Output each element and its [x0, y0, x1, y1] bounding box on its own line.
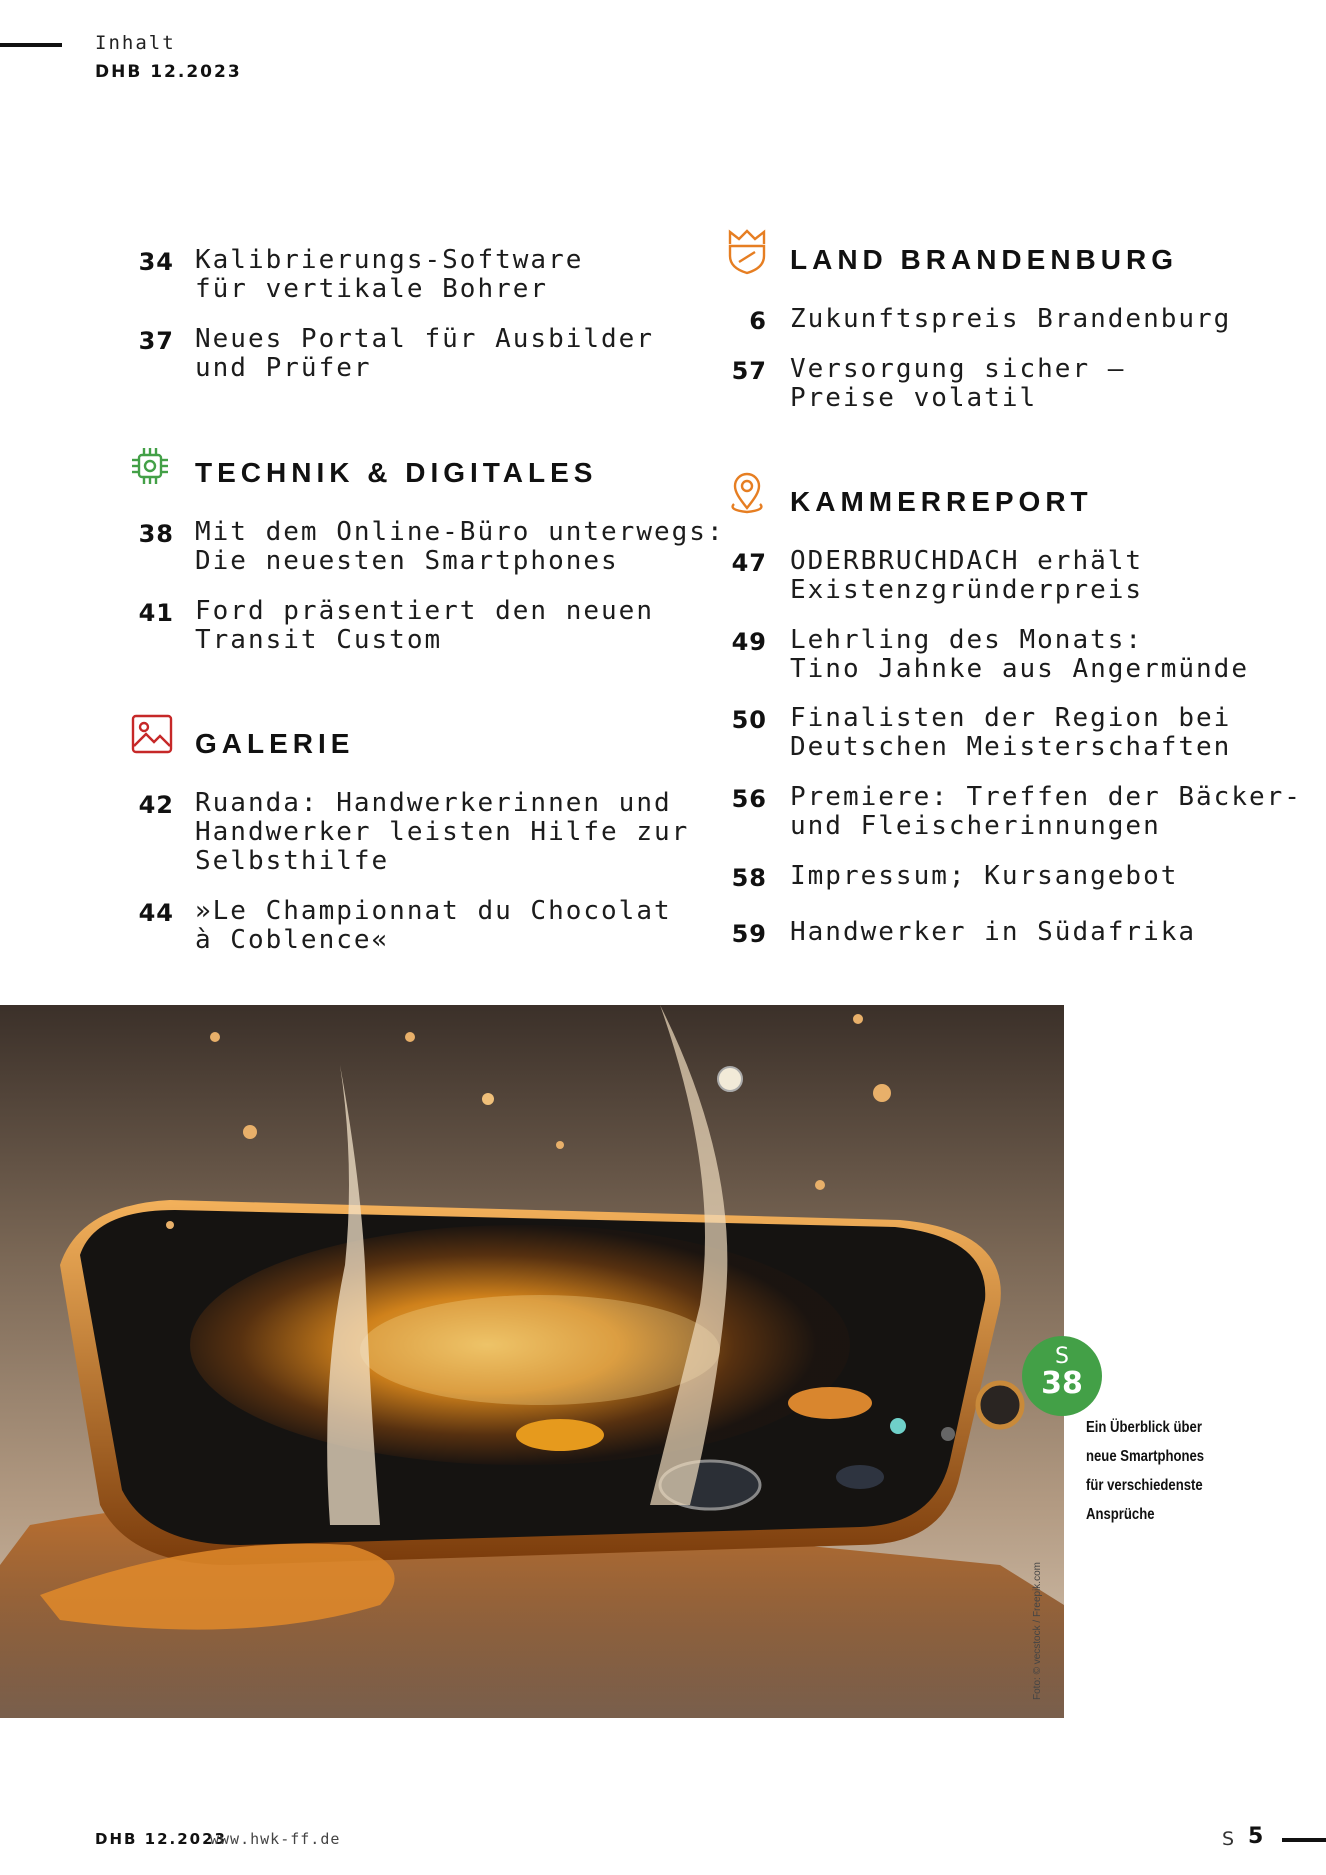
location-pin-icon [724, 470, 770, 516]
entry-title: Mit dem Online-Büro unterwegs: Die neuesten Smartphones [195, 517, 725, 576]
page-number: 56 [731, 785, 767, 813]
entry-title: Ford präsentiert den neuen Transit Custom [195, 596, 654, 655]
page-number: 42 [138, 791, 174, 819]
section-title-brandenburg: LAND BRANDENBURG [790, 244, 1178, 275]
page-number: 41 [138, 599, 174, 627]
page-number: 49 [731, 628, 767, 656]
photo-credit: Foto: © vecstock / Freepik.com [1032, 1562, 1043, 1700]
page-number: 47 [731, 549, 767, 577]
header-rule [0, 43, 62, 47]
crown-shield-icon [725, 228, 769, 276]
image-icon [130, 712, 174, 756]
page-number: 58 [731, 864, 767, 892]
page-number: 6 [749, 307, 767, 335]
chip-icon [128, 444, 172, 488]
page-number: 38 [138, 520, 174, 548]
section-title-technik: TECHNIK & DIGITALES [195, 457, 598, 488]
page-number: 44 [138, 899, 174, 927]
entry-title: Kalibrierungs-Software für vertikale Bohrer [195, 245, 584, 304]
issue-label: DHB 12.2023 [95, 62, 242, 82]
entry-title: Zukunftspreis Brandenburg [790, 304, 1232, 334]
footer-page-number: 5 [1248, 1824, 1264, 1849]
entry-title: Versorgung sicher – Preise volatil [790, 354, 1126, 413]
photo-caption: Ein Überblick über neue Smartphones für verschiedenste Ansprüche [1086, 1419, 1205, 1523]
entry-title: Finalisten der Region bei Deutschen Meisterschaften [790, 703, 1232, 762]
footer-url[interactable]: www.hwk-ff.de [210, 1830, 341, 1848]
entry-title: Impressum; Kursangebot [790, 861, 1179, 891]
badge-page-number: 38 [1041, 1366, 1083, 1401]
feature-photo [0, 1005, 1064, 1718]
page-number: 57 [731, 357, 767, 385]
page-number: 50 [731, 706, 767, 734]
entry-title: Ruanda: Handwerkerinnen und Handwerker leisten Hilfe zur Selbsthilfe [195, 788, 690, 876]
entry-title: ODERBRUCHDACH erhält Existenzgründerpreis [790, 546, 1144, 605]
page-reference-badge[interactable] [1022, 1336, 1102, 1416]
section-title-galerie: GALERIE [195, 728, 355, 759]
page-number: 59 [731, 920, 767, 948]
page-number: 34 [138, 248, 174, 276]
footer-rule [1282, 1838, 1326, 1842]
entry-title: »Le Championnat du Chocolat à Coblence« [195, 896, 672, 955]
entry-title: Handwerker in Südafrika [790, 917, 1197, 947]
section-title-kammerreport: KAMMERREPORT [790, 486, 1093, 517]
footer-issue: DHB 12.2023 [95, 1830, 227, 1848]
entry-title: Premiere: Treffen der Bäcker- und Fleischerinnungen [790, 782, 1302, 841]
entry-title: Neues Portal für Ausbilder und Prüfer [195, 324, 654, 383]
badge-prefix: S [1055, 1344, 1069, 1369]
page-number: 37 [138, 327, 174, 355]
section-label: Inhalt [95, 32, 176, 54]
footer-page-prefix: S [1222, 1828, 1235, 1850]
entry-title: Lehrling des Monats: Tino Jahnke aus Angermünde [790, 625, 1249, 684]
